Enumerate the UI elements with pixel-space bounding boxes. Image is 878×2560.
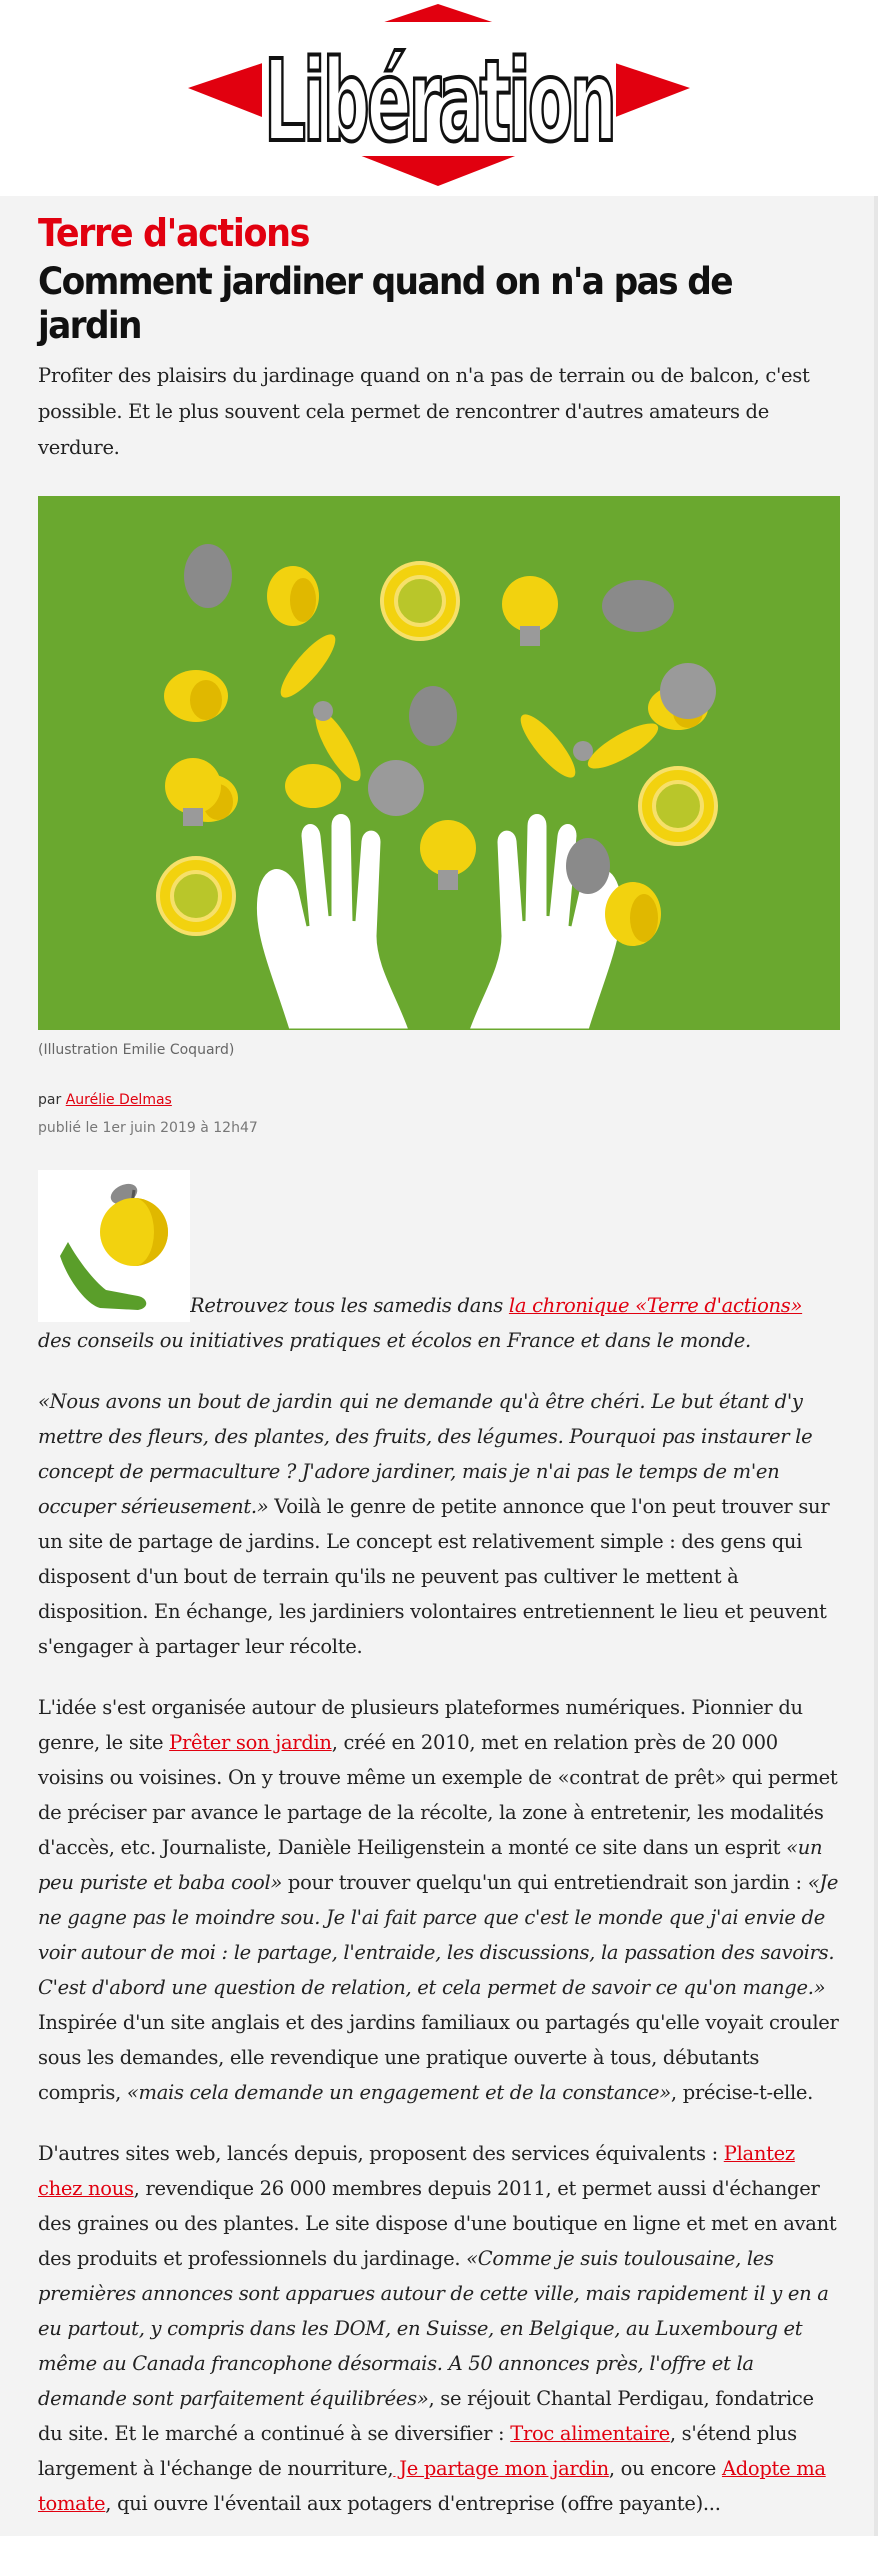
paragraph <box>38 1690 840 2110</box>
text: , qui ouvre l'éventail aux potagers d'entreprise (offre payante)... <box>105 2492 721 2515</box>
quote: «mais cela demande un engagement et de la constance» <box>126 2081 671 2104</box>
liberation-logo[interactable] <box>0 0 878 196</box>
garden-illustration <box>38 496 840 1030</box>
quote: «Comme je suis toulousaine, les premières annonces sont apparues autour de cette ville, mais rapidement il y en a eu partout, y compris dans les DOM, en Suisse, en Belgique, au Luxembourg et même au Canada francophone désormais. A 50 annonces près, l'offre et la demande sont parfaitement équilibrées» <box>38 2247 829 2410</box>
chronicle-link[interactable]: la chronique «Terre d'actions» <box>508 1294 803 1317</box>
paragraph <box>38 2136 840 2521</box>
text: , s'étend plus largement à l'échange de nourriture, <box>38 2422 797 2480</box>
image-caption: (Illustration Emilie Coquard) <box>38 1042 235 1058</box>
quote: «Je ne gagne pas le moindre sou. Je l'ai fait parce que c'est le monde que j'ai envie de voir autour de moi : le partage, l'entraide, les discussions, la passation des savoirs. C'est d'abord une question de relation, et cela permet de savoir ce qu'on mange.» <box>38 1871 839 1999</box>
text: D'autres sites web, lancés depuis, proposent des services équivalents : <box>38 2142 724 2165</box>
byline-prefix: par <box>38 1092 62 1108</box>
left-hand-icon <box>255 813 410 1031</box>
preter-son-jardin-link[interactable]: Prêter son jardin <box>169 1731 332 1754</box>
adopte-ma-tomate-link[interactable]: Adopte ma tomate <box>38 2457 826 2515</box>
article-body <box>38 1288 840 2521</box>
quote: «un peu puriste et baba cool» <box>38 1836 823 1894</box>
text: , revendique 26 000 membres depuis 2011, et permet aussi d'échanger des graines ou des plantes. Le site dispose d'une boutique en ligne et met en avant des produits et professionnels du jardinage. <box>38 2177 837 2270</box>
author-link[interactable]: Aurélie Delmas <box>65 1092 172 1108</box>
seed-icon <box>273 628 664 787</box>
publish-date: publié le 1er juin 2019 à 12h47 <box>38 1120 258 1136</box>
text: , ou encore <box>608 2457 722 2480</box>
article-title: Comment jardiner quand on n'a pas de jardin <box>38 260 732 347</box>
logo-wordmark: Libération <box>264 37 614 167</box>
text: pour trouver quelqu'un qui entretiendrait son jardin : <box>282 1871 808 1894</box>
paragraph <box>38 1384 840 1664</box>
article <box>38 210 840 2547</box>
chronicle-logo <box>38 1170 190 1322</box>
masthead <box>0 0 878 196</box>
plantez-chez-nous-link[interactable]: Plantez chez nous <box>38 2142 795 2200</box>
text: Voilà le genre de petite annonce que l'on peut trouver sur un site de partage de jardins. Le concept est relativement simple : des gens qui disposent d'un bout de terrain qu'ils ne peuvent pas cultiver le mettent à disposition. En échange, les jardiniers volontaires entretiennent le lieu et peuvent s'engager à partager leur récolte. <box>38 1495 830 1658</box>
text: , se réjouit Chantal Perdigau, fondatrice du site. Et le marché a continué à se diversifier : <box>38 2387 814 2445</box>
text: Retrouvez tous les samedis dans <box>190 1294 509 1317</box>
text: des conseils ou initiatives pratiques et écolos en France et dans le monde. <box>38 1329 751 1352</box>
scroll-rail <box>874 196 878 2536</box>
article-standfirst: Profiter des plaisirs du jardinage quand on n'a pas de terrain ou de balcon, c'est possible. Et le plus souvent cela permet de rencontrer d'autres amateurs de verdure. <box>38 364 810 459</box>
section-kicker[interactable]: Terre d'actions <box>38 211 310 255</box>
byline <box>38 1092 840 1108</box>
troc-alimentaire-link[interactable]: Troc alimentaire <box>510 2422 670 2445</box>
quote: «Nous avons un bout de jardin qui ne demande qu'à être chéri. Le but étant d'y mettre des fleurs, des plantes, des fruits, des légumes. Pourquoi pas instaurer le concept de permaculture ? J'adore jardiner, mais je n'ai pas le temps de m'en occuper sérieusement.» <box>38 1390 813 1518</box>
hero-illustration <box>38 496 840 1030</box>
text: , précise-t-elle. <box>670 2081 814 2104</box>
text: Inspirée d'un site anglais et des jardins familiaux ou partagés qu'elle voyait crouler sous les demandes, elle revendique une pratique ouverte à tous, débutants compris, <box>38 2011 839 2104</box>
je-partage-mon-jardin-link[interactable]: Je partage mon jardin <box>393 2457 609 2480</box>
text: , créé en 2010, met en relation près de 20 000 voisins ou voisines. On y trouve même un exemple de «contrat de prêt» qui permet de préciser par avance le partage de la récolte, la zone à entretenir, les modalités d'accès, etc. Journaliste, Danièle Heiligenstein a monté ce site dans un esprit <box>38 1731 838 1859</box>
apple-in-hand-icon <box>38 1170 190 1322</box>
text: L'idée s'est organisée autour de plusieurs plateformes numériques. Pionnier du genre, le site <box>38 1696 803 1754</box>
